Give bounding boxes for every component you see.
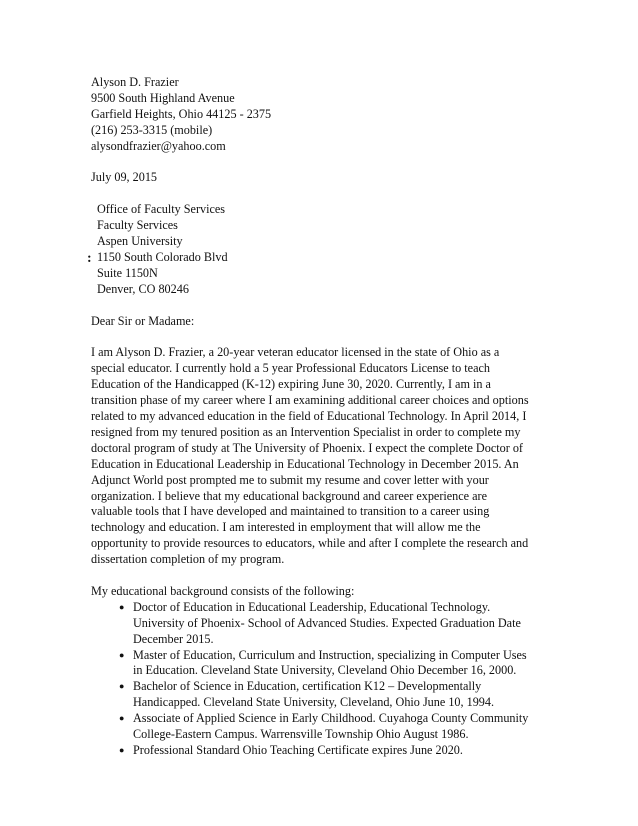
education-item xyxy=(119,648,533,680)
body-line: Adjunct World post prompted me to submit my resume and cover letter with your xyxy=(91,472,489,487)
education-line: Bachelor of Science in Education, certification K12 – Developmentally xyxy=(133,679,482,694)
body-line: I am Alyson D. Frazier, a 20-year veteran educator licensed in the state of Ohio as a xyxy=(91,345,500,360)
body-line: Education in Educational Leadership in Educational Technology in December 2015. An xyxy=(91,456,519,471)
sender-street: 9500 South Highland Avenue xyxy=(91,90,235,105)
sender-phone: (216) 253-3315 (mobile) xyxy=(91,122,213,137)
recipient-line: Faculty Services xyxy=(97,218,178,233)
letter-page xyxy=(87,75,551,759)
education-line: University of Phoenix- School of Advanced Studies. Expected Graduation Date xyxy=(133,615,521,630)
education-item xyxy=(119,679,533,711)
body-line: related to my advanced education in the field of Educational Technology. In April 2014, I xyxy=(91,408,527,423)
recipient-line: Aspen University xyxy=(97,234,183,249)
body-line: technology and education. I am interested in employment that will allow me the xyxy=(91,520,481,535)
body-paragraph xyxy=(91,345,551,568)
sender-email: alysondfrazier@yahoo.com xyxy=(91,138,226,153)
letter-date: July 09, 2015 xyxy=(91,170,158,185)
education-item xyxy=(119,743,533,759)
sender-name: Alyson D. Frazier xyxy=(91,75,179,89)
recipient-line: Office of Faculty Services xyxy=(97,202,226,217)
education-line: Doctor of Education in Educational Leadership, Educational Technology. xyxy=(133,599,491,614)
sender-city: Garfield Heights, Ohio 44125 - 2375 xyxy=(91,106,272,121)
recipient-line: Denver, CO 80246 xyxy=(97,281,189,296)
bullet-icon: ● xyxy=(119,649,125,660)
education-intro: My educational background consists of the following: xyxy=(91,583,355,598)
body-line: valuable tools that I have developed and maintained to transition to a career using xyxy=(91,504,490,519)
education-list xyxy=(91,600,551,759)
recipient-marker: : xyxy=(87,251,92,267)
education-item xyxy=(119,711,533,743)
body-line: resigned from my tenured position as an Intervention Specialist in order to complete my xyxy=(91,424,521,439)
sender-address xyxy=(91,75,551,155)
education-line: in Education. Cleveland State University, Cleveland Ohio December 16, 2000. xyxy=(133,663,517,678)
education-line: Professional Standard Ohio Teaching Certificate expires June 2020. xyxy=(133,742,463,757)
recipient-line: 1150 South Colorado Blvd xyxy=(97,249,228,264)
body-line: dissertation completion of my program. xyxy=(91,552,285,567)
body-line: transition phase of my career where I am examining additional career choices and options xyxy=(91,393,529,408)
recipient-line: Suite 1150N xyxy=(97,265,158,280)
recipient-address xyxy=(87,202,551,297)
education-line: Handicapped. Cleveland State University, Cleveland, Ohio June 10, 1994. xyxy=(133,695,495,710)
education-line: Associate of Applied Science in Early Childhood. Cuyahoga County Community xyxy=(133,711,529,726)
body-line: organization. I believe that my educational background and career experience are xyxy=(91,488,488,503)
body-line: special educator. I currently hold a 5 year Professional Educators License to teach xyxy=(91,361,490,376)
body-line: doctoral program of study at The University of Phoenix. I expect the complete Doctor of xyxy=(91,440,523,455)
body-line: opportunity to provide resources to educators, while and after I complete the research and xyxy=(91,536,529,551)
salutation: Dear Sir or Madame: xyxy=(91,313,195,328)
education-item xyxy=(119,600,533,648)
education-line: College-Eastern Campus. Warrensville Township Ohio August 1986. xyxy=(133,727,469,742)
bullet-icon: ● xyxy=(119,744,125,755)
education-line: December 2015. xyxy=(133,631,214,646)
bullet-icon: ● xyxy=(119,713,125,724)
bullet-icon: ● xyxy=(119,681,125,692)
education-line: Master of Education, Curriculum and Instruction, specializing in Computer Uses xyxy=(133,647,527,662)
bullet-icon: ● xyxy=(119,601,125,612)
body-line: Education of the Handicapped (K-12) expiring June 30, 2020. Currently, I am in a xyxy=(91,377,491,392)
